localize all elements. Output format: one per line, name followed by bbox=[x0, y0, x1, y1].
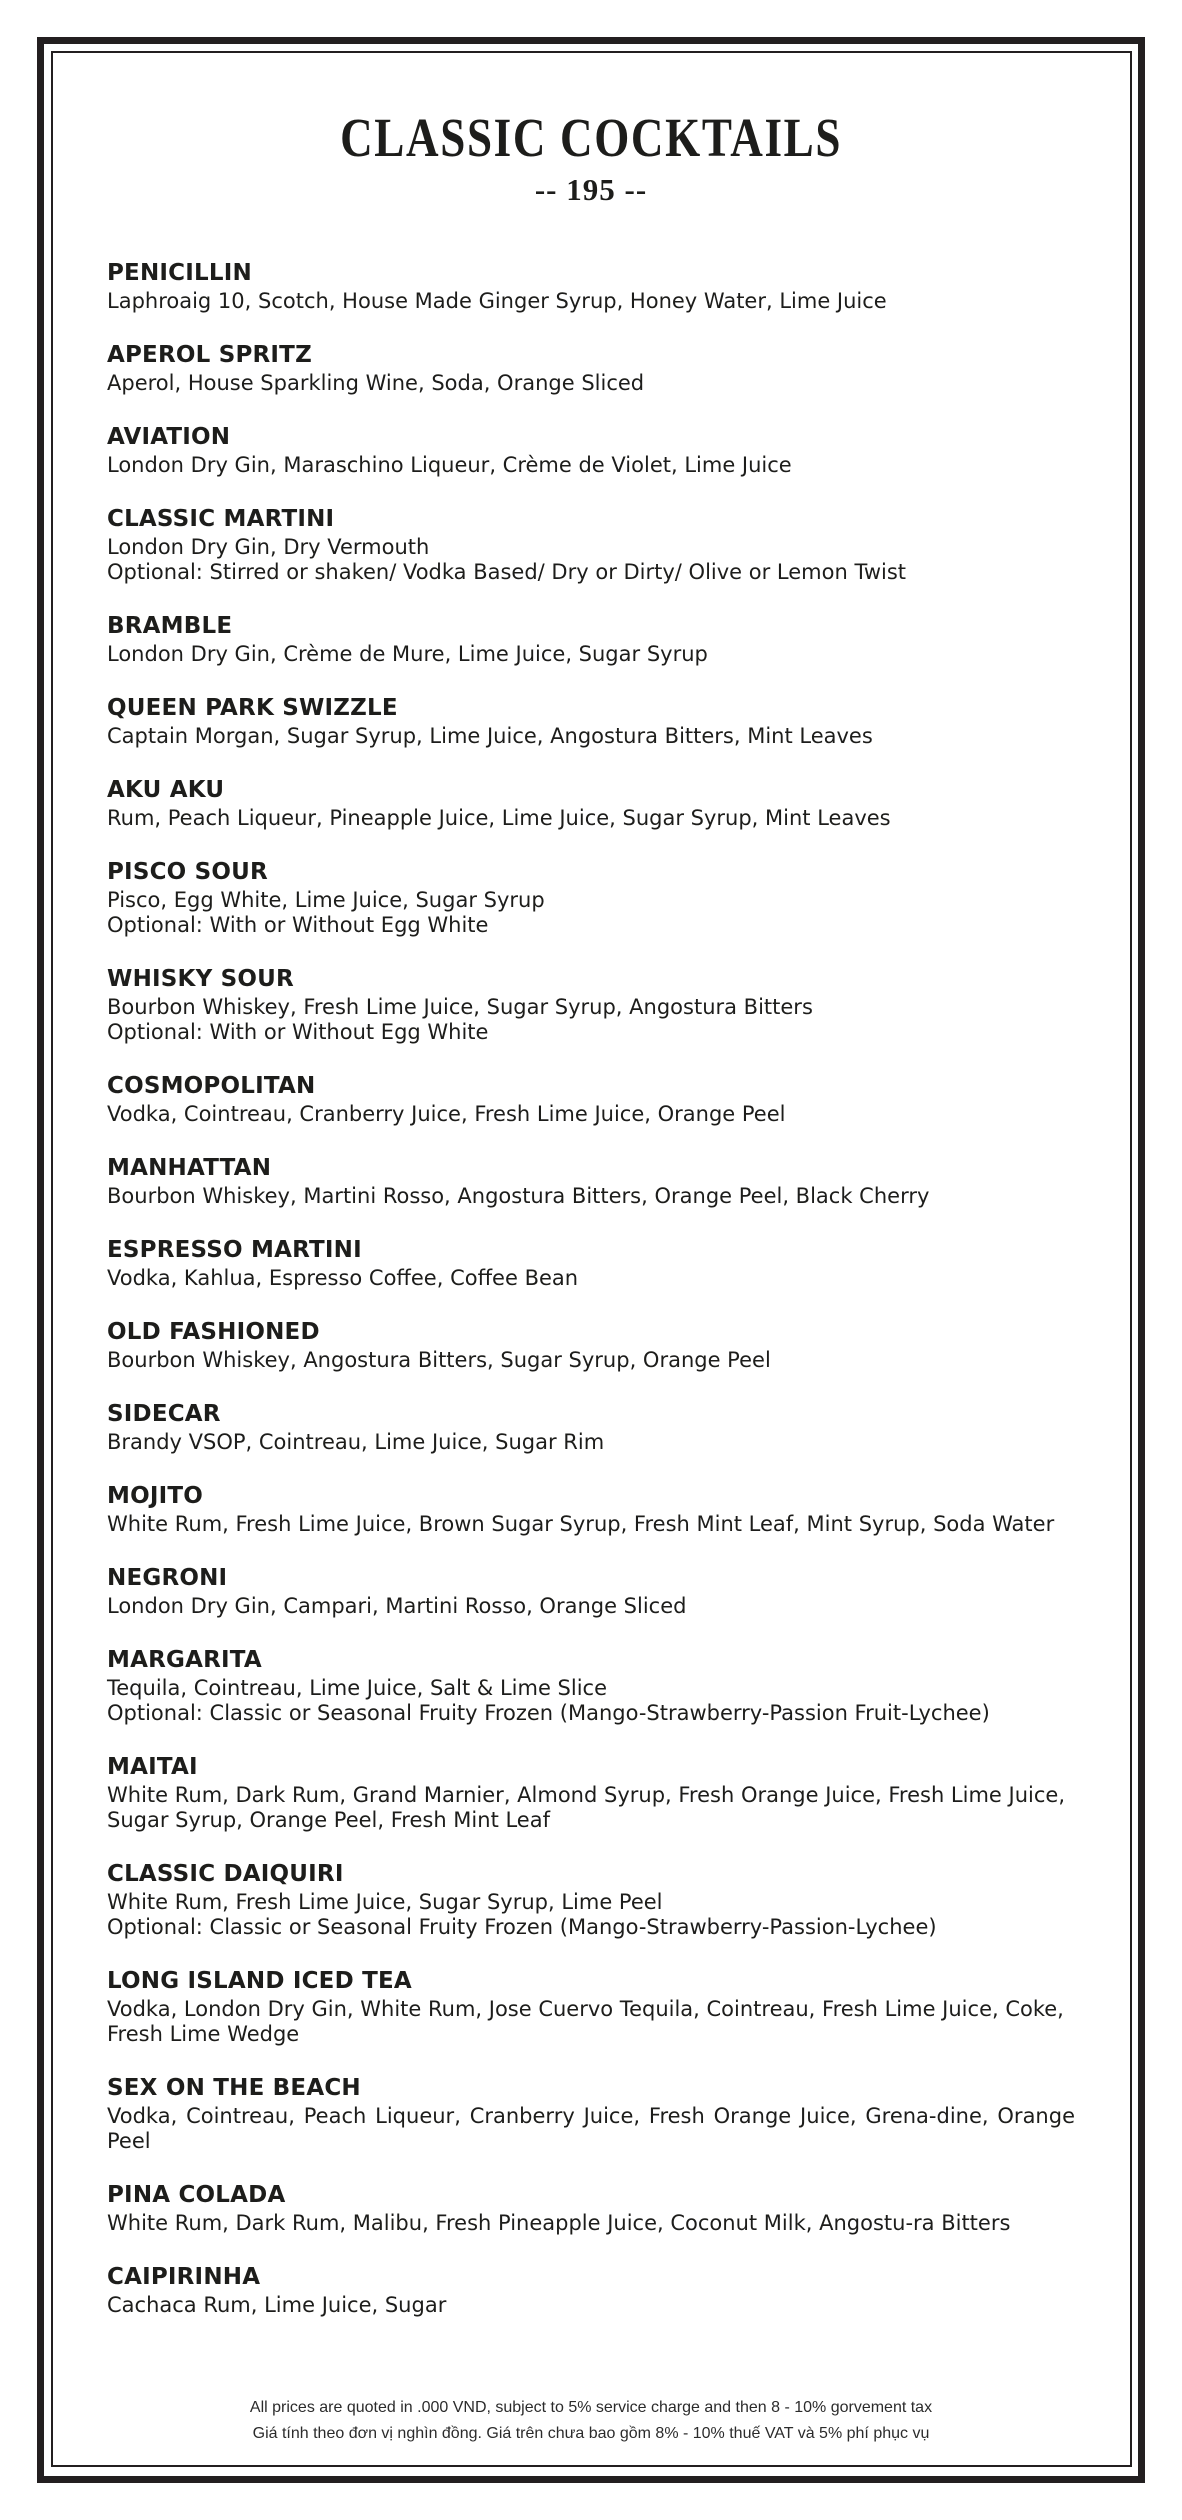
menu-item bbox=[107, 424, 1075, 478]
item-ingredients: White Rum, Dark Rum, Malibu, Fresh Pineapple Juice, Coconut Milk, Angostu-ra Bitters bbox=[107, 2211, 1011, 2235]
item-name: SIDECAR bbox=[107, 1401, 221, 1427]
menu-item bbox=[107, 1483, 1075, 1537]
menu-content bbox=[107, 51, 1075, 2346]
menu-item bbox=[107, 1073, 1075, 1127]
menu-item bbox=[107, 613, 1075, 667]
item-ingredients: Optional: With or Without Egg White bbox=[107, 1020, 489, 1044]
menu-item bbox=[107, 1647, 1075, 1726]
item-ingredients: Vodka, Cointreau, Peach Liqueur, Cranberry Juice, Fresh Orange Juice, Grena-dine, Orange Peel bbox=[107, 2104, 1075, 2153]
item-ingredients: Tequila, Cointreau, Lime Juice, Salt & Lime Slice bbox=[107, 1676, 608, 1700]
menu-item bbox=[107, 777, 1075, 831]
menu-item bbox=[107, 1319, 1075, 1373]
item-name: QUEEN PARK SWIZZLE bbox=[107, 695, 398, 721]
item-ingredients: Optional: Classic or Seasonal Fruity Frozen (Mango-Strawberry-Passion Fruit-Lychee) bbox=[107, 1701, 990, 1725]
item-ingredients: Bourbon Whiskey, Angostura Bitters, Sugar Syrup, Orange Peel bbox=[107, 1348, 771, 1372]
item-name: PINA COLADA bbox=[107, 2182, 286, 2208]
menu-item bbox=[107, 2264, 1075, 2318]
menu-title: CLASSIC COCKTAILS bbox=[340, 107, 842, 168]
item-ingredients: Laphroaig 10, Scotch, House Made Ginger Syrup, Honey Water, Lime Juice bbox=[107, 289, 887, 313]
item-name: AKU AKU bbox=[107, 777, 225, 803]
item-ingredients: Optional: Stirred or shaken/ Vodka Based/ Dry or Dirty/ Olive or Lemon Twist bbox=[107, 560, 907, 584]
item-ingredients: Cachaca Rum, Lime Juice, Sugar bbox=[107, 2293, 447, 2317]
menu-item bbox=[107, 1237, 1075, 1291]
item-name: CLASSIC DAIQUIRI bbox=[107, 1861, 344, 1887]
item-ingredients: Vodka, Cointreau, Cranberry Juice, Fresh Lime Juice, Orange Peel bbox=[107, 1102, 786, 1126]
item-name: BRAMBLE bbox=[107, 613, 233, 639]
item-name: COSMOPOLITAN bbox=[107, 1073, 316, 1099]
item-name: CAIPIRINHA bbox=[107, 2264, 261, 2290]
item-name: PENICILLIN bbox=[107, 260, 252, 286]
item-ingredients: Vodka, London Dry Gin, White Rum, Jose Cuervo Tequila, Cointreau, Fresh Lime Juice, Coke, Fresh Lime Wedge bbox=[107, 1997, 1064, 2046]
item-name: SEX ON THE BEACH bbox=[107, 2075, 361, 2101]
item-ingredients: White Rum, Fresh Lime Juice, Sugar Syrup, Lime Peel bbox=[107, 1890, 663, 1914]
menu-footer bbox=[107, 2395, 1075, 2447]
item-name: APEROL SPRITZ bbox=[107, 342, 312, 368]
menu-item bbox=[107, 695, 1075, 749]
item-name: WHISKY SOUR bbox=[107, 966, 294, 992]
menu-item bbox=[107, 859, 1075, 938]
menu-item bbox=[107, 1861, 1075, 1940]
menu-item bbox=[107, 2182, 1075, 2236]
item-ingredients: London Dry Gin, Crème de Mure, Lime Juice, Sugar Syrup bbox=[107, 642, 708, 666]
menu-item bbox=[107, 1754, 1075, 1833]
item-name: MOJITO bbox=[107, 1483, 203, 1509]
menu-item bbox=[107, 1968, 1075, 2047]
item-ingredients: Bourbon Whiskey, Fresh Lime Juice, Sugar Syrup, Angostura Bitters bbox=[107, 995, 813, 1019]
item-name: AVIATION bbox=[107, 424, 231, 450]
item-ingredients: Vodka, Kahlua, Espresso Coffee, Coffee Bean bbox=[107, 1266, 579, 1290]
menu-item bbox=[107, 966, 1075, 1045]
menu-item bbox=[107, 342, 1075, 396]
item-name: MAITAI bbox=[107, 1754, 198, 1780]
item-ingredients: White Rum, Dark Rum, Grand Marnier, Almond Syrup, Fresh Orange Juice, Fresh Lime Juice, Sugar Syrup, Orange Peel, Fresh Mint Leaf bbox=[107, 1783, 1065, 1832]
menu-item bbox=[107, 1155, 1075, 1209]
menu-item bbox=[107, 2075, 1075, 2154]
item-ingredients: Brandy VSOP, Cointreau, Lime Juice, Sugar Rim bbox=[107, 1430, 605, 1454]
item-ingredients: Optional: Classic or Seasonal Fruity Frozen (Mango-Strawberry-Passion-Lychee) bbox=[107, 1915, 937, 1939]
footer-line-english: All prices are quoted in .000 VND, subject to 5% service charge and then 8 - 10% gorvement tax bbox=[249, 2399, 933, 2416]
menu-item bbox=[107, 1565, 1075, 1619]
item-name: NEGRONI bbox=[107, 1565, 228, 1591]
item-ingredients: London Dry Gin, Campari, Martini Rosso, Orange Sliced bbox=[107, 1594, 687, 1618]
menu-items bbox=[107, 260, 1075, 2318]
item-ingredients: Rum, Peach Liqueur, Pineapple Juice, Lime Juice, Sugar Syrup, Mint Leaves bbox=[107, 806, 891, 830]
item-ingredients: Bourbon Whiskey, Martini Rosso, Angostura Bitters, Orange Peel, Black Cherry bbox=[107, 1184, 930, 1208]
footer-line-vietnamese: Giá tính theo đơn vị nghìn đồng. Giá trên chưa bao gồm 8% - 10% thuế VAT và 5% phí phục vụ bbox=[252, 2425, 930, 2442]
menu-item bbox=[107, 260, 1075, 314]
item-name: ESPRESSO MARTINI bbox=[107, 1237, 362, 1263]
menu-price: -- 195 -- bbox=[534, 172, 648, 207]
item-ingredients: Captain Morgan, Sugar Syrup, Lime Juice, Angostura Bitters, Mint Leaves bbox=[107, 724, 873, 748]
item-ingredients: London Dry Gin, Dry Vermouth bbox=[107, 535, 430, 559]
menu-item bbox=[107, 506, 1075, 585]
item-name: MANHATTAN bbox=[107, 1155, 272, 1181]
menu-item bbox=[107, 1401, 1075, 1455]
item-ingredients: Pisco, Egg White, Lime Juice, Sugar Syrup bbox=[107, 888, 545, 912]
item-name: MARGARITA bbox=[107, 1647, 262, 1673]
item-name: CLASSIC MARTINI bbox=[107, 506, 335, 532]
item-name: OLD FASHIONED bbox=[107, 1319, 320, 1345]
item-ingredients: Aperol, House Sparkling Wine, Soda, Orange Sliced bbox=[107, 371, 645, 395]
item-ingredients: London Dry Gin, Maraschino Liqueur, Crème de Violet, Lime Juice bbox=[107, 453, 792, 477]
item-ingredients: Optional: With or Without Egg White bbox=[107, 913, 489, 937]
item-name: PISCO SOUR bbox=[107, 859, 268, 885]
item-name: LONG ISLAND ICED TEA bbox=[107, 1968, 412, 1994]
title-wrap bbox=[107, 108, 1075, 168]
item-ingredients: White Rum, Fresh Lime Juice, Brown Sugar Syrup, Fresh Mint Leaf, Mint Syrup, Soda Water bbox=[107, 1512, 1055, 1536]
